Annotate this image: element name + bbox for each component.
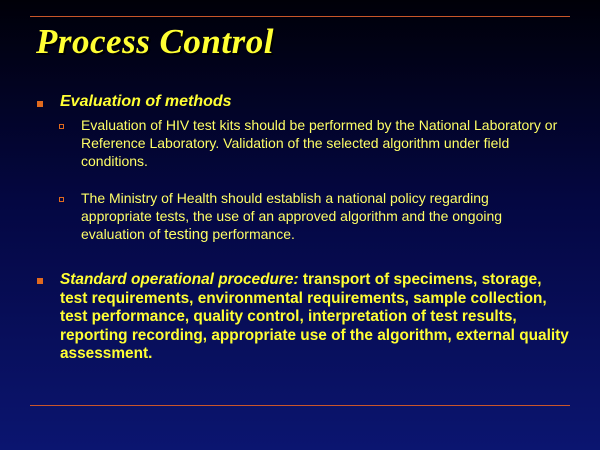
bullet-square-icon [37,278,43,284]
sub-item-text [81,189,561,244]
bullet-body-text: transport of specimens, storage, test requirements, environmental requirements, sample collection, test performance, quality control, interpretation of test results, reporting recording, appropriate use of the algorithm, external quality assessment. [60,271,569,362]
sub-item-text-emphasis: testing [164,226,209,243]
top-divider [30,16,570,17]
bullet-square-icon [37,101,43,107]
sub-item-text-part: The Ministry of Health should establish a national policy regarding appropriate tests, the use of an approved algorithm and the ongoing evaluation of [81,190,503,242]
slide-title: Process Control [36,22,274,61]
sub-bullet-square-icon [59,197,64,202]
bottom-divider [30,405,570,406]
sub-bullet-square-icon [59,124,64,129]
sub-item-text: Evaluation of HIV test kits should be performed by the National Laboratory or Reference Laboratory. Validation of the selected algorithm under field conditions. [81,117,558,169]
bullet-heading-evaluation: Evaluation of methods [60,93,232,110]
bullet-paragraph-sop [60,271,570,364]
sub-item-text-part: performance. [208,226,295,242]
bullet-lead-text: Standard operational procedure: [60,271,299,288]
